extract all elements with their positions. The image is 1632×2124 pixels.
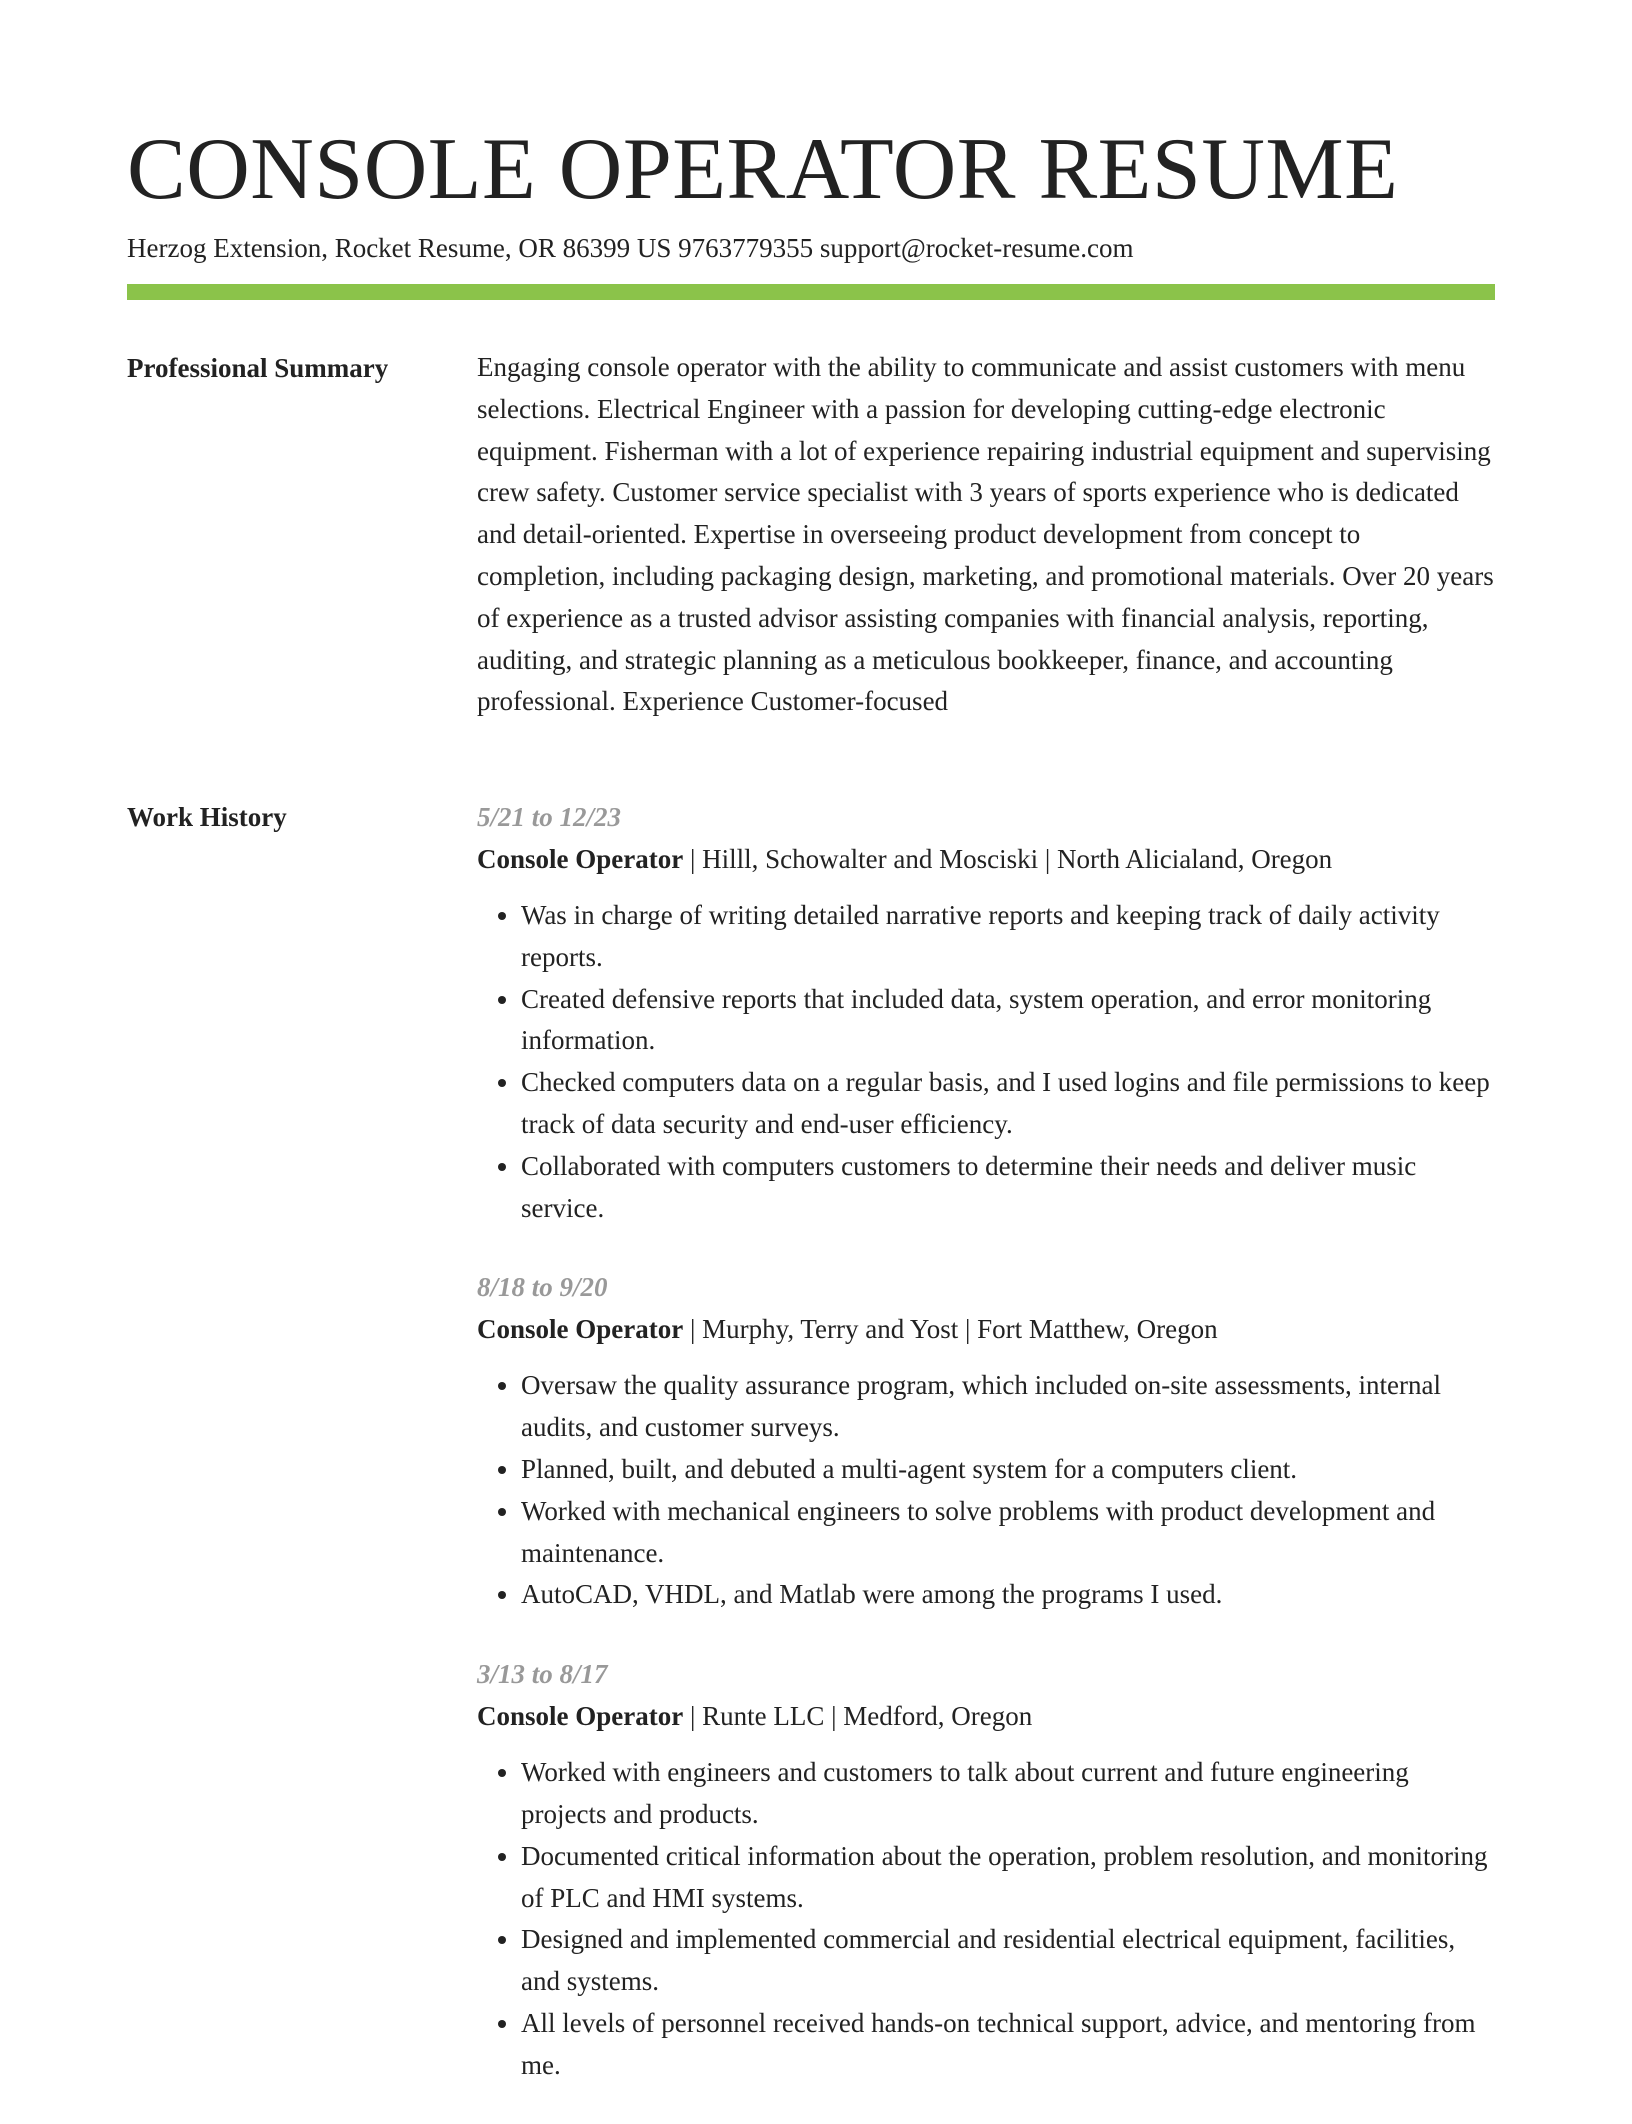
job-employer-location: | Hilll, Schowalter and Mosciski | North Alicialand, Oregon	[683, 844, 1333, 874]
job-employer-location: | Murphy, Terry and Yost | Fort Matthew, Oregon	[683, 1314, 1218, 1345]
job-bullet: • Checked computers data on a regular basis, and I used logins and file permissions to keep track of data security and end-user efficiency.	[521, 1062, 1495, 1146]
section-label-summary: Professional Summary	[127, 353, 389, 383]
summary-section	[477, 347, 1495, 723]
job-bullet: • Worked with mechanical engineers to solve problems with product development and maintenance.	[521, 1491, 1495, 1575]
summary-text: Engaging console operator with the ability to communicate and assist customers with menu selections. Electrical Engineer with a passion for developing cutting-edge electronic equipment. Fisherman with a lot of experience repairing industrial equipment and supervising crew safety. Customer service specialist with 3 years of sports experience who is dedicated and detail-oriented. Expertise in overseeing product development from concept to completion, including packaging design, marketing, and promotional materials. Over 20 years of experience as a trusted advisor assisting companies with financial analysis, reporting, auditing, and strategic planning as a meticulous bookkeeper, finance, and accounting professional. Experience Customer-focused	[477, 352, 1494, 717]
contact-line: Herzog Extension, Rocket Resume, OR 86399 US 9763779355 support@rocket-resume.com	[127, 233, 1134, 263]
job-bullet: • Worked with engineers and customers to talk about current and future engineering projects and products.	[521, 1752, 1495, 1836]
job-bullet: • Oversaw the quality assurance program, which included on-site assessments, internal audits, and customer surveys.	[521, 1365, 1495, 1449]
job-dates: 8/18 to 9/20	[477, 1272, 608, 1303]
job-bullet-list	[477, 1752, 1495, 2086]
job-employer-location: | Runte LLC | Medford, Oregon	[683, 1701, 1033, 1732]
job-title: Console Operator	[477, 844, 684, 874]
job-heading	[477, 1695, 1495, 1737]
resume-title: CONSOLE OPERATOR RESUME	[127, 121, 1399, 218]
job-bullet-list	[477, 1365, 1495, 1616]
job-bullet: • Documented critical information about the operation, problem resolution, and monitoring of PLC and HMI systems.	[521, 1836, 1495, 1920]
job-bullet: • AutoCAD, VHDL, and Matlab were among the programs I used.	[521, 1574, 1495, 1616]
work-history-section	[477, 796, 1495, 2124]
section-label-work-history: Work History	[127, 802, 287, 832]
job-dates: 5/21 to 12/23	[477, 802, 622, 832]
job-entry	[477, 1266, 1495, 1616]
job-bullet: • Designed and implemented commercial and residential electrical equipment, facilities, and systems.	[521, 1919, 1495, 2003]
job-bullet: • Created defensive reports that included data, system operation, and error monitoring information.	[521, 979, 1495, 1063]
job-bullet: • Collaborated with computers customers to determine their needs and deliver music service.	[521, 1146, 1495, 1230]
job-title: Console Operator	[477, 1314, 684, 1345]
job-entry	[477, 1653, 1495, 2086]
job-dates: 3/13 to 8/17	[477, 1659, 608, 1690]
job-bullet: • Was in charge of writing detailed narrative reports and keeping track of daily activity reports.	[521, 895, 1495, 979]
job-heading	[477, 838, 1495, 880]
job-heading	[477, 1308, 1495, 1350]
job-bullet: • All levels of personnel received hands-on technical support, advice, and mentoring from me.	[521, 2003, 1495, 2087]
job-bullet: • Planned, built, and debuted a multi-agent system for a computers client.	[521, 1449, 1495, 1491]
job-entry	[477, 796, 1495, 1229]
job-bullet-list	[477, 895, 1495, 1229]
accent-divider	[127, 284, 1495, 300]
job-title: Console Operator	[477, 1701, 684, 1732]
